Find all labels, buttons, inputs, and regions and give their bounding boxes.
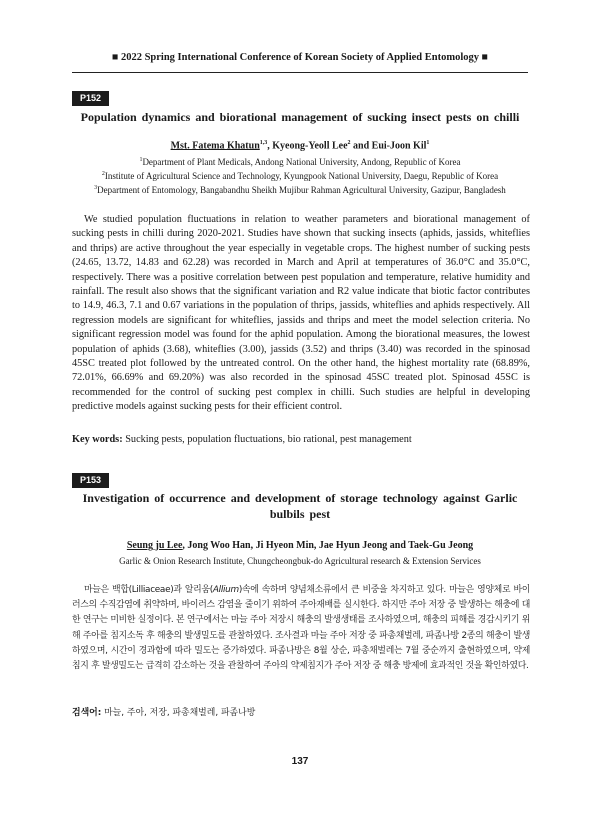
abstract-title-p153 (72, 490, 528, 522)
title-line: bulbils pest (269, 507, 331, 521)
affiliation-line: Garlic & Onion Research Institute, Chungcheongbuk-do Agricultural research & Extension Services (119, 556, 481, 566)
keywords-p153 (72, 705, 255, 718)
affiliation-text: Department of Entomology, Bangabandhu Sheikh Mujibur Rahman Agricultural University, Gazipur, Bangladesh (97, 185, 506, 195)
title-line: Investigation of occurrence and development of storage technology against Garlic (82, 491, 518, 505)
author-name: Eui-Joon Kil (371, 140, 427, 152)
genus-name: Allium (212, 585, 239, 595)
affil-sup: 1 (139, 157, 143, 163)
author-separator: , (267, 140, 273, 152)
affiliation-text: Institute of Agricultural Science and Technology, Kyungpook National University, Daegu, Republic of Korea (104, 171, 499, 181)
affiliation-line (66, 168, 534, 182)
keywords-text: 마늘, 주아, 저장, 파총채벌레, 파좀나방 (101, 708, 256, 718)
abstract-text: 마늘은 백합(Lilliaceae)과 알리움( (84, 585, 213, 595)
affiliation-line (66, 154, 534, 168)
affiliations-p152 (66, 154, 534, 196)
abstract-title-p152: Population dynamics and biorational management of sucking insect pests on chilli (80, 110, 520, 124)
author-name: Kyeong-Yeoll Lee (272, 140, 348, 152)
keywords-text: Sucking pests, population fluctuations, bio rational, pest management (122, 434, 412, 445)
affiliation-line (66, 182, 534, 196)
presenting-author: Mst. Fatema Khatun (170, 140, 260, 152)
author-list-p152 (72, 140, 528, 151)
abstract-body-p152: We studied population fluctuations in relation to weather parameters and biorational management of sucking pests in chilli during 2020-2021. Studies have shown that sucking insects (aphids, jassids, whiteflies and thrips) are active throughout the year especially in vegetable crops. The highest number of sucking pests (24.65, 13.72, 14.83 and 62.28) was recorded in March and April at temperatures of 36.0°C and 35.0°C, respectively. There was a positive correlation between pest population and temperature, relative humidity and rainfall. The result also shows that the significant variation and R2 value indicate that biotic factor contributes to 14.9, 46.3, 7.1 and 0.67 variations in the population of thrips, jassids, whiteflies and aphids respectively. All regression models are significant for whiteflies, jassids and thrips and meet the model selection criteria. No significant regression model was found for the aphid population. Among the biorational measures, the lowest population of aphids (3.68), whiteflies (3.00), jassids (3.52) and thrips (3.40) was recorded in the spinosad 45SC treated plot followed by the untreated control. On the other hand, the highest mortality rate (68.89%, 72.01%, 66.69% and 69.20%) was also recorded in the spinosad 45SC treated plot. Spinosad 45SC is recommended for the control of sucking pest complex in chilli. Such studies are helpful in developing predictive models against sucking pests for their efficient control. (72, 214, 530, 413)
keywords-p152 (72, 434, 530, 445)
affil-sup: 2 (101, 171, 105, 177)
affiliation-p153 (66, 555, 534, 567)
affiliation-text: Department of Plant Medicals, Andong National University, Andong, Republic of Korea (142, 157, 461, 167)
author-list-p153 (72, 540, 528, 551)
author-affil-sup: 1,3 (259, 140, 268, 146)
abstract-text: )속에 속하며 양념채소류에서 큰 비중을 차지하고 있다. 마늘은 영양체로 바이러스의 수직감염에 취약하며, 바이러스 감염을 줄이기 위하여 주아재배를 실시한다. 하지만 주아 저장 중 발생하는 해충에 대한 연구는 미비한 실정이다. 본 연구에서는 마늘 주아 저장시 해충의 발생생태를 조사하였으며, 해충의 피해를 경감시키기 위해 주아를 침지소독 후 해충의 발생밀도를 관찰하였다. 조사결과 마늘 주아 저장 중 파총채벌레, 파좀나방 2종의 해충이 발생하였으며, 시간이 경과함에 따라 밀도는 증가하였다. 파좀나방은 8월 상순, 파총채벌레는 7월 중순까지 출현하였으며, 약제 침지 후 발생밀도는 급격히 감소하는 것을 관찰하여 주아의 약제침지가 주아 저장 중 해충 방제에 효과적인 것을 확인하였다. (72, 585, 531, 672)
keywords-label: 검색어: (72, 708, 102, 718)
keywords-label: Key words: (72, 434, 123, 445)
author-affil-sup: 1 (426, 140, 430, 146)
abstract-id-badge-p152: P152 (72, 91, 109, 106)
abstract-body-p153 (72, 583, 530, 674)
author-names: , Jong Woo Han, Ji Hyeon Min, Jae Hyun Jeong and Taek-Gu Jeong (182, 540, 474, 551)
page-number: 137 (291, 756, 309, 767)
author-affil-sup: 2 (347, 140, 351, 146)
author-separator: and (350, 140, 372, 152)
conference-header: ■ 2022 Spring International Conference of Korean Society of Applied Entomology ■ (111, 52, 488, 63)
affil-sup: 3 (94, 185, 98, 191)
header-rule (72, 72, 528, 73)
presenting-author: Seung ju Lee (126, 540, 183, 551)
abstract-id-badge-p153: P153 (72, 473, 109, 488)
